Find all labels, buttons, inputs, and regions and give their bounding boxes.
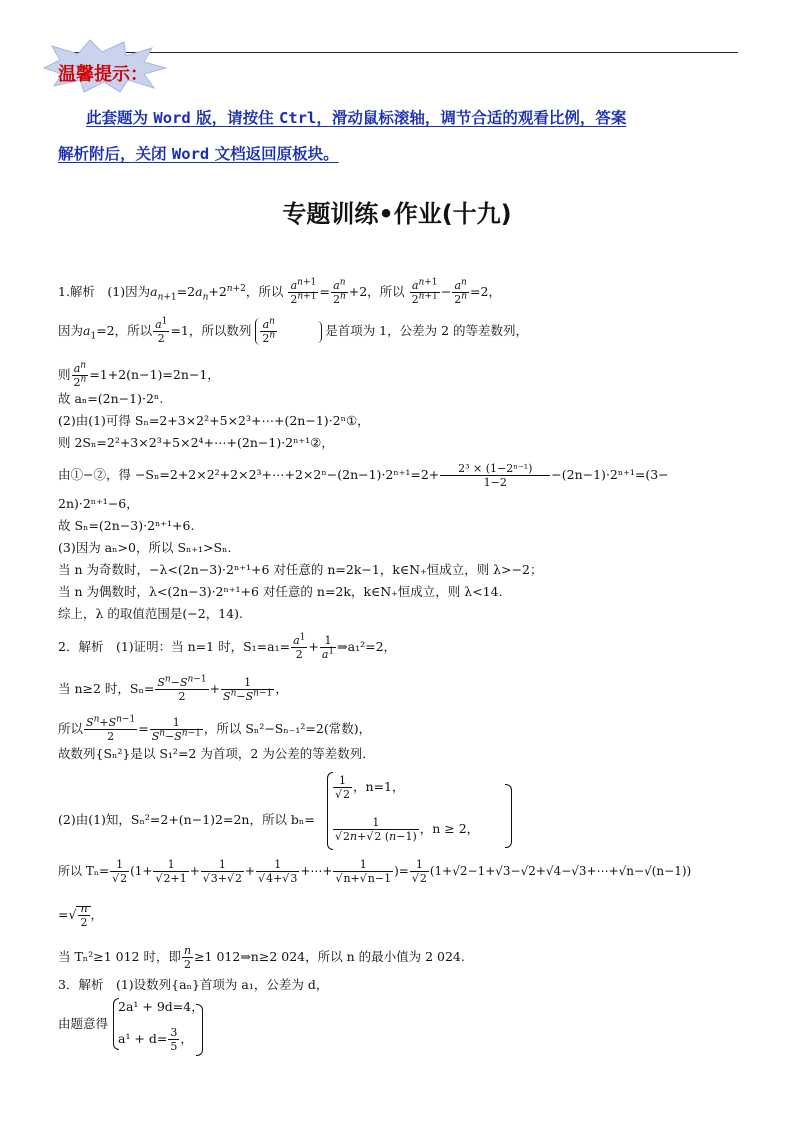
p2-line1: 2．解析 (1)证明：当 n=1 时，S₁=a₁= $\frac{a^1}{2}$ + $\frac{1}{a^1}$ ⇒a₁²=2，: [58, 632, 397, 661]
p3-eq1: 2a¹ + 9d=4，: [118, 999, 204, 1014]
p1-line9: 故 Sₙ=(2n−3)·2ⁿ⁺¹+6.: [58, 518, 195, 533]
p1-line8: 2n)·2ⁿ⁺¹−6，: [58, 496, 139, 511]
p1-line6: 则 2Sₙ=2²+3×2³+5×2⁴+⋯+(2n−1)·2ⁿ⁺¹②，: [58, 435, 334, 450]
p2-line3: 所以 $\frac{S^n+S^{n-1}}{2}$ = $\frac{1}{S^n-S^{n-1}}$ ，所以 Sₙ²−Sₙ₋₁²=2(常数)，: [58, 714, 372, 743]
page-title: 专题训练•作业(十九): [282, 200, 512, 228]
notice-text: 此套题为 Word 版，请按住 Ctrl，滑动鼠标滚轴，调节合适的观看比例，答案 解析附后，关闭 Word 文档返回原板块。: [58, 109, 627, 163]
p1-line3: 则 $\frac{a^n}{2^n}$ =1+2(n−1)=2n−1，: [58, 360, 220, 389]
p3-eq2: a¹ + d= $\frac{3}{5}$ ，: [118, 1026, 193, 1053]
p2-line6: 所以 Tₙ= $\frac{1}{√2}$ (1+ $\frac{1}{√2+1}$ + $\frac{1}{√3+√2}$ + $\frac{1}{√4+√3}$ +⋯+ $\frac{1}{√n+√n-1}$ )= $\frac{1}{√2}$ (1+√2−1+√3−√2+√4−√3+⋯+√n−√(n−1)): [58, 858, 692, 885]
p1-line4: 故 aₙ=(2n−1)·2ⁿ.: [58, 391, 164, 406]
p1-line11: 当 n 为奇数时，−λ<(2n−3)·2ⁿ⁺¹+6 对任意的 n=2k−1，k∈N₊恒成立，则 λ>−2；: [58, 562, 543, 577]
p3-line1: 3．解析 (1)设数列{aₙ}首项为 a₁，公差为 d，: [58, 977, 329, 992]
p1-line2: 因为$a_1=2$，所以 $\frac{a^1}{2}$ =1，所以数列 $\frac{a^n}{2^n}$ 是首项为 1，公差为 2 的等差数列，: [58, 316, 529, 345]
p1-line12: 当 n 为偶数时，λ<(2n−3)·2ⁿ⁺¹+6 对任意的 n=2k，k∈N₊恒成立，则 λ<14.: [58, 584, 503, 599]
p1-line5: (2)由(1)可得 Sₙ=2+3×2²+5×2³+⋯+(2n−1)·2ⁿ①，: [58, 413, 370, 428]
p1-line13: 综上，λ 的取值范围是(−2，14).: [58, 606, 243, 621]
p2-case2: $\frac{1}{√2n+√2 (n-1)}$ ，n ≥ 2，: [335, 816, 480, 843]
p2-line5: (2)由(1)知，Sₙ²=2+(n−1)2=2n，所以 bₙ=: [58, 812, 315, 827]
p2-line8: 当 Tₙ²≥1 012 时，即 $\frac{n}{2}$ ≥1 012⇒n≥2 024，所以 n 的最小值为 2 024.: [58, 944, 465, 971]
p2-line4: 故数列{Sₙ²}是以 S₁²=2 为首项，2 为公差的等差数列．: [58, 746, 375, 761]
p2-line7: =√ $\frac{n}{2}$ ，: [58, 902, 104, 929]
case-brace-right: [505, 784, 512, 848]
p3-line2: 由题意得: [58, 1016, 109, 1031]
p1-line10: (3)因为 aₙ>0，所以 Sₙ₊₁>Sₙ.: [58, 540, 232, 555]
p2-case1: $\frac{1}{√2}$ ，n=1，: [335, 774, 405, 801]
p1-line1: 1.解析 (1)因为$a_{n+1}=2a_n+2^{n+2}$，所以 $\frac{a^{n+1}}{2^{n+1}}$ = $\frac{a^n}{2^n}$ +2，所以 $\frac{a^{n+1}}{2^{n+1}}$ − $\frac{a^n}{2^n}$ =2，: [58, 277, 501, 306]
p2-line2: 当 n≥2 时，Sₙ= $\frac{S^n-S^{n-1}}{2}$ + $\frac{1}{S^n-S^{n-1}}$ ，: [58, 674, 288, 703]
tip-label: 温馨提示：: [58, 64, 148, 85]
p1-line7: 由①−②，得 −Sₙ=2+2×2²+2×2³+⋯+2×2ⁿ−(2n−1)·2ⁿ⁺¹=2+ $\frac{\text{2³ × (1−2ⁿ⁻¹)}}{1-2}$ −(2n−1)·2ⁿ⁺¹=(3−: [58, 462, 669, 489]
